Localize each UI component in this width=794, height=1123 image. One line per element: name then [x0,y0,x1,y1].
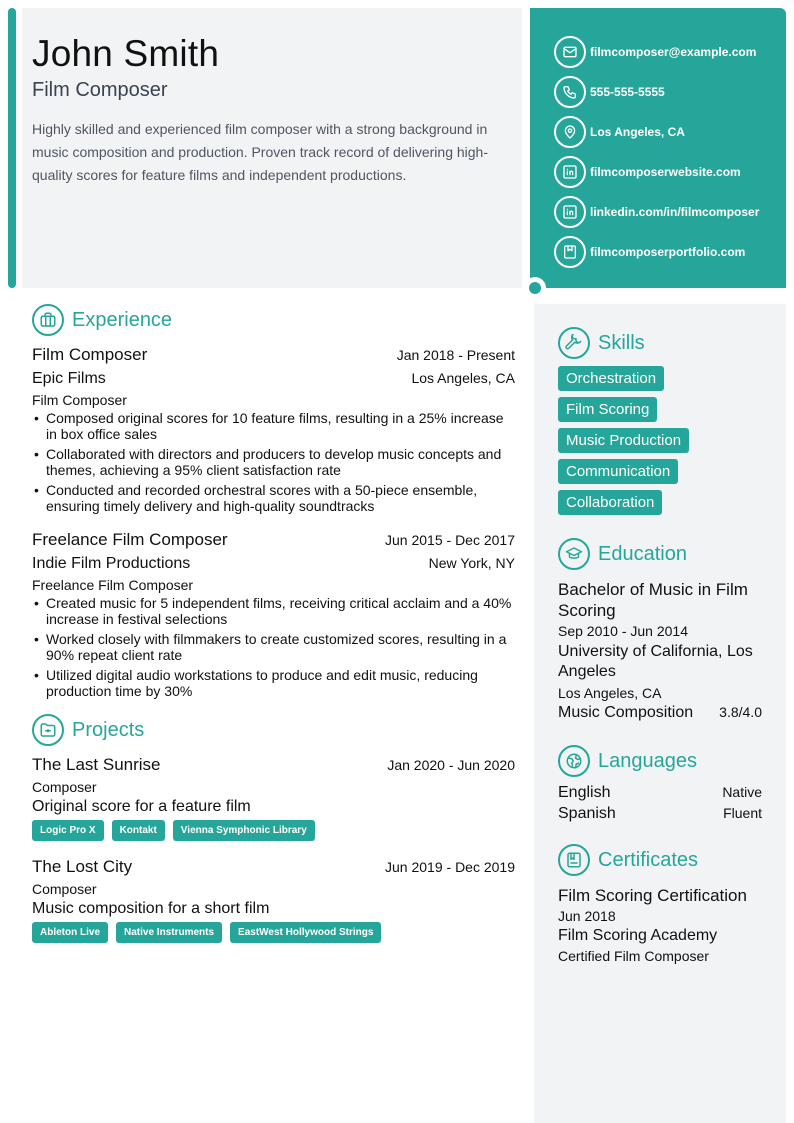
project-tags [32,820,515,841]
job-title: Film Composer [32,79,168,101]
linkedin-icon [554,156,586,188]
languages-heading [558,744,762,778]
education-title: Education [598,542,687,565]
job-date: Jun 2015 - Dec 2017 [385,532,515,548]
linkedin-icon [554,196,586,228]
education-location: Los Angeles, CA [558,685,662,701]
education-school: University of California, Los Angeles [558,643,753,680]
projects-title: Projects [72,718,145,741]
folder-icon [32,714,64,746]
language-name: Spanish [558,805,616,822]
skill-badge: Communication [558,459,678,484]
education-field: Music Composition [558,704,694,721]
contact-panel [530,8,786,288]
summary: Highly skilled and experienced film composer with a strong background in music composition and production. Proven track record of delivering high-quality scores for feature films and independent productions. [32,121,489,183]
contact-portfolio[interactable] [554,232,786,272]
skill-badge: Orchestration [558,366,664,391]
job-location: Los Angeles, CA [411,370,515,386]
job-subtitle: Film Composer [32,392,127,408]
contact-location [554,112,786,152]
experience-item [32,345,515,514]
sidebar [534,304,786,1123]
job-bullets [32,410,515,514]
education-heading [558,537,762,571]
job-company: Epic Films [32,370,106,387]
project-tags [32,922,515,943]
project-item [32,857,515,943]
projects-heading [32,713,515,747]
certificate-icon [558,844,590,876]
project-tag: Vienna Symphonic Library [173,820,315,841]
language-name: English [558,784,611,801]
bullet: • Created music for 5 independent films, receiving critical acclaim and a 40% increase in festival selections [32,595,515,627]
accent-bar [8,8,16,288]
project-date: Jun 2019 - Dec 2019 [385,859,515,875]
job-role: Film Composer [32,345,148,364]
job-subtitle: Freelance Film Composer [32,577,194,593]
language-level: Native [722,784,762,800]
graduation-cap-icon [558,538,590,570]
language-level: Fluent [723,805,762,821]
certificates-heading [558,843,762,877]
job-date: Jan 2018 - Present [396,347,515,363]
project-description: Music composition for a short film [32,900,270,917]
person-name: John Smith [32,33,220,74]
project-role: Composer [32,881,97,897]
education-date: Sep 2010 - Jun 2014 [558,623,688,639]
project-description: Original score for a feature film [32,798,251,815]
contact-email-text: filmcomposer@example.com [590,45,757,59]
education-degree: Bachelor of Music in Film Scoring [558,580,748,620]
portfolio-icon [554,236,586,268]
certificate-date: Jun 2018 [558,908,616,924]
main-column [32,303,515,943]
project-name: The Lost City [32,857,133,876]
skills-title: Skills [598,331,645,354]
skill-badge: Music Production [558,428,689,453]
contact-linkedin[interactable] [554,192,786,232]
briefcase-icon [32,304,64,336]
project-tag: Ableton Live [32,922,108,943]
languages-title: Languages [598,749,697,772]
phone-icon [554,76,586,108]
job-location: New York, NY [428,555,515,571]
header [22,8,522,288]
bullet: • Utilized digital audio workstations to produce and edit music, reducing production time by 30% [32,667,515,699]
project-tag: Kontakt [112,820,165,841]
project-date: Jan 2020 - Jun 2020 [387,757,515,773]
experience-title: Experience [72,308,173,331]
skill-badge: Film Scoring [558,397,657,422]
bullet: • Collaborated with directors and producers to develop music concepts and themes, achieving a 95% client satisfaction rate [32,446,515,478]
certificates-title: Certificates [598,848,699,871]
bullet: • Composed original scores for 10 feature films, resulting in a 25% increase in box office sales [32,410,515,442]
contact-portfolio-text: filmcomposerportfolio.com [590,245,746,259]
project-tag: Native Instruments [116,922,222,943]
bullet: • Conducted and recorded orchestral scores with a 50-piece ensemble, ensuring timely delivery and high-quality soundtracks [32,482,515,514]
job-role: Freelance Film Composer [32,530,228,549]
certificate-name: Film Scoring Certification [558,886,747,905]
email-icon [554,36,586,68]
timeline-dot [529,282,541,294]
experience-heading [32,303,515,337]
language-row [558,784,762,802]
wrench-icon [558,327,590,359]
skills-heading [558,326,762,360]
bullet: • Worked closely with filmmakers to create customized scores, resulting in a 90% repeat client rate [32,631,515,663]
location-icon [554,116,586,148]
globe-icon [558,745,590,777]
contact-website[interactable] [554,152,786,192]
contact-phone[interactable] [554,72,786,112]
certificate-issuer: Film Scoring Academy [558,927,718,944]
contact-phone-text: 555-555-5555 [590,85,665,99]
project-item [32,755,515,841]
contact-website-text: filmcomposerwebsite.com [590,165,741,179]
education-gpa: 3.8/4.0 [719,704,762,720]
skills-list [558,366,762,521]
project-tag: Logic Pro X [32,820,104,841]
language-row [558,805,762,823]
skill-badge: Collaboration [558,490,662,515]
project-tag: EastWest Hollywood Strings [230,922,381,943]
project-name: The Last Sunrise [32,755,161,774]
experience-item [32,530,515,699]
contact-email[interactable] [554,32,786,72]
contact-linkedin-text: linkedin.com/in/filmcomposer [590,205,760,219]
job-bullets [32,595,515,699]
contact-location-text: Los Angeles, CA [590,125,685,139]
project-role: Composer [32,779,97,795]
certificate-description: Certified Film Composer [558,948,709,964]
job-company: Indie Film Productions [32,555,191,572]
